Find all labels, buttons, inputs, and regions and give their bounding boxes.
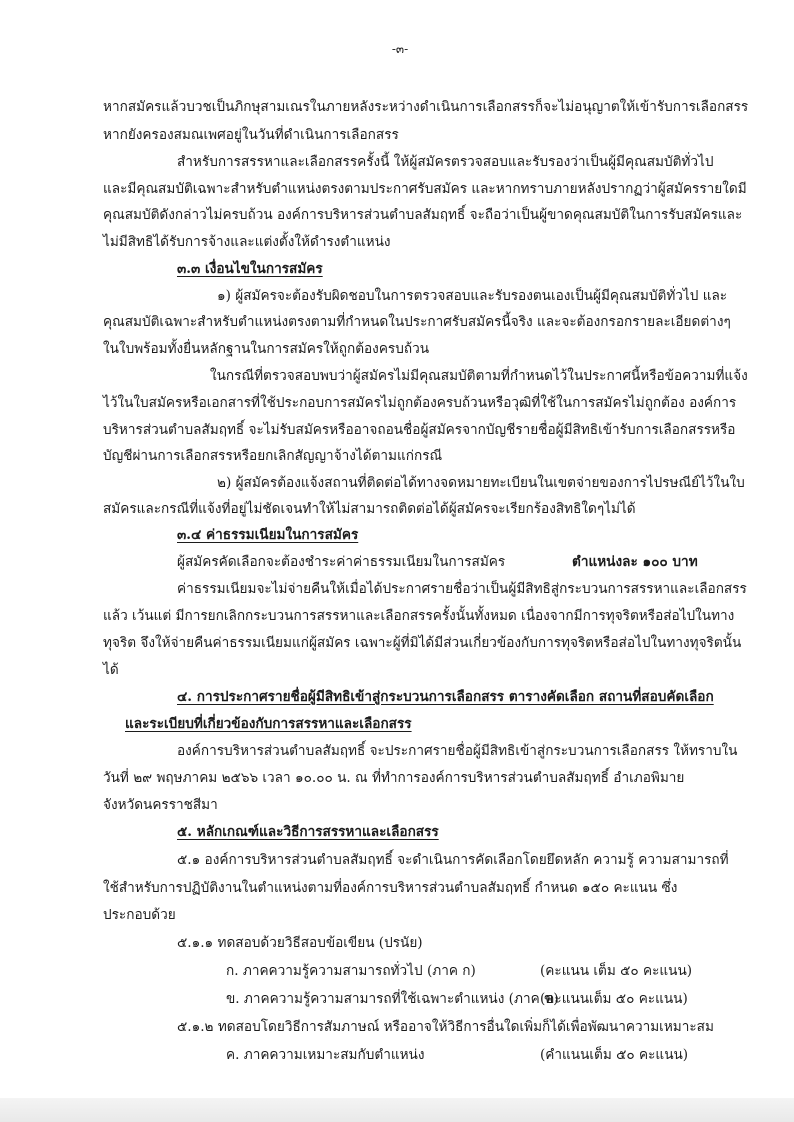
score-item-value: (คะแนนเต็ม ๕๐ คะแนน) — [540, 991, 688, 1007]
text-line: คุณสมบัติเฉพาะสำหรับตำแหน่งตรงตามที่กำหนดในประกาศรับสมัครนี้จริง และจะต้องกรอกรายละเอียดต่างๆ — [103, 314, 731, 330]
text-line: ใช้สำหรับการปฏิบัติงานในตำแหน่งตามที่องค์การบริหารส่วนตำบลสัมฤทธิ์ กำหนด ๑๕๐ คะแนน ซึ่ง — [103, 880, 678, 896]
text-line: หากยังครองสมณเพศอยู่ในวันที่ดำเนินการเลือกสรร — [103, 127, 399, 143]
section-heading: ๓.๔ ค่าธรรมเนียมในการสมัคร — [177, 527, 359, 543]
fee-amount: ตำแหน่งละ ๑๐๐ บาท — [572, 554, 698, 570]
score-item-value: (คำแนนเต็ม ๕๐ คะแนน) — [540, 1047, 689, 1063]
text-line: ๑) ผู้สมัครจะต้องรับผิดชอบในการตรวจสอบและรับรองตนเองเป็นผู้มีคุณสมบัติทั่วไป และ — [217, 288, 728, 304]
score-item-label: ก. ภาคความรู้ความสามารถทั่วไป (ภาค ก) — [226, 963, 476, 979]
text-line: องค์การบริหารส่วนตำบลสัมฤทธิ์ จะประกาศรายชื่อผู้มีสิทธิเข้าสู่กระบวนการเลือกสรร ให้ทราบใน — [177, 743, 738, 759]
text-line: สำหรับการสรรหาและเลือกสรรครั้งนี้ ให้ผู้สมัครตรวจสอบและรับรองว่าเป็นผู้มีคุณสมบัติทั่วไป — [177, 154, 714, 170]
section-heading: ๕. หลักเกณฑ์และวิธีการสรรหาและเลือกสรร — [177, 824, 439, 840]
text-line: ประกอบด้วย — [103, 907, 176, 923]
text-line: ๕.๑.๒ ทดสอบโดยวิธีการสัมภาษณ์ หรืออาจให้วิธีการอื่นใดเพิ่มก็ได้เพื่อพัฒนาความเหมาะสม — [177, 1019, 714, 1035]
text-line: ๒) ผู้สมัครต้องแจ้งสถานที่ติดต่อได้ทางจดหมายทะเบียนในเขตจ่ายของการไปรษณีย์ไว้ในใบ — [217, 475, 745, 491]
text-line: บริหารส่วนตำบลสัมฤทธิ์ จะไม่รับสมัครหรืออาจถอนชื่อผู้สมัครจากบัญชีรายชื่อผู้มีสิทธิเข้ารับการเลือกสรรหรือ — [103, 422, 736, 438]
text-line: ค่าธรรมเนียมจะไม่จ่ายคืนให้เมื่อได้ประกาศรายชื่อว่าเป็นผู้มีสิทธิสู่กระบวนการสรรหาและเลือกสรร — [177, 581, 747, 597]
score-item-value: (คะแนน เต็ม ๕๐ คะแนน) — [540, 963, 693, 979]
text-line: ทุจริต จึงให้จ่ายคืนค่าธรรมเนียมแก่ผู้สมัคร เฉพาะผู้ที่มิได้มีส่วนเกี่ยวข้องกับการทุจริตหรือส่อไปในทางทุจริตนั้น — [103, 635, 742, 651]
text-line: สมัครและกรณีที่แจ้งที่อยู่ไม่ชัดเจนทำให้ไม่สามารถติดต่อได้ผู้สมัครจะเรียกร้องสิทธิใดๆไม่ได้ — [103, 501, 636, 517]
score-item-label: ค. ภาคความเหมาะสมกับตำแหน่ง — [226, 1047, 425, 1063]
text-line: คุณสมบัติดังกล่าวไม่ครบถ้วน องค์การบริหารส่วนตำบลสัมฤทธิ์ จะถือว่าเป็นผู้ขาดคุณสมบัติในการรับสมัครและ — [103, 207, 743, 223]
score-item-label: ข. ภาคความรู้ความสามารถที่ใช้เฉพาะตำแหน่ง (ภาค ข) — [226, 991, 559, 1007]
text-line: บัญชีผ่านการเลือกสรรหรือยกเลิกสัญญาจ้างได้ตามแก่กรณี — [103, 448, 443, 464]
text-line: แล้ว เว้นแต่ มีการยกเลิกกระบวนการสรรหาและเลือกสรรครั้งนั้นทั้งหมด เนื่องจากมีการทุจริตหรือส่อไปในทาง — [103, 608, 735, 624]
text-line: และมีคุณสมบัติเฉพาะสำหรับตำแหน่งตรงตามประกาศรับสมัคร และหากทราบภายหลังปรากฏว่าผู้สมัครรายใดมี — [103, 181, 747, 197]
text-line: ๕.๑ องค์การบริหารส่วนตำบลสัมฤทธิ์ จะดำเนินการคัดเลือกโดยยึดหลัก ความรู้ ความสามารถที่ — [177, 852, 729, 868]
text-line: ผู้สมัครคัดเลือกจะต้องชำระค่าค่าธรรมเนียมในการสมัคร — [177, 554, 506, 570]
text-line: หากสมัครแล้วบวชเป็นภิกษุสามเณรในภายหลังระหว่างดำเนินการเลือกสรรก็จะไม่อนุญาตให้เข้ารับการเลือกสรร — [103, 99, 749, 115]
text-line: ในใบพร้อมทั้งยื่นหลักฐานในการสมัครให้ถูกต้องครบถ้วน — [103, 341, 430, 357]
text-line: ในกรณีที่ตรวจสอบพบว่าผู้สมัครไม่มีคุณสมบัติตามที่กำหนดไว้ในประกาศนี้หรือข้อความที่แจ้ง — [210, 368, 748, 384]
section-heading: และระเบียบที่เกี่ยวข้องกับการสรรหาและเลือกสรร — [125, 716, 412, 732]
text-line: ได้ — [103, 662, 119, 678]
text-line: ไม่มีสิทธิได้รับการจ้างและแต่งตั้งให้ดำรงตำแหน่ง — [103, 234, 391, 250]
text-line: วันที่ ๒๙ พฤษภาคม ๒๕๖๖ เวลา ๑๐.๐๐ น. ณ ที่ทำการองค์การบริหารส่วนตำบลสัมฤทธิ์ อำเภอพิมาย — [103, 770, 685, 786]
section-heading: ๔. การประกาศรายชื่อผู้มีสิทธิเข้าสู่กระบวนการเลือกสรร ตารางคัดเลือก สถานที่สอบคัดเลือก — [177, 689, 714, 705]
text-line: ไว้ในใบสมัครหรือเอกสารที่ใช้ประกอบการสมัครไม่ถูกต้องครบถ้วนหรือวุฒิที่ใช้ในการสมัครไม่ถูกต้อง องค์การ — [103, 395, 737, 411]
text-line: ๕.๑.๑ ทดสอบด้วยวิธีสอบข้อเขียน (ปรนัย) — [177, 935, 423, 951]
text-line: จังหวัดนครราชสีมา — [103, 797, 218, 813]
scan-edge — [0, 1098, 794, 1122]
section-heading: ๓.๓ เงื่อนไขในการสมัคร — [177, 261, 323, 277]
page-number: -๓- — [391, 42, 409, 56]
